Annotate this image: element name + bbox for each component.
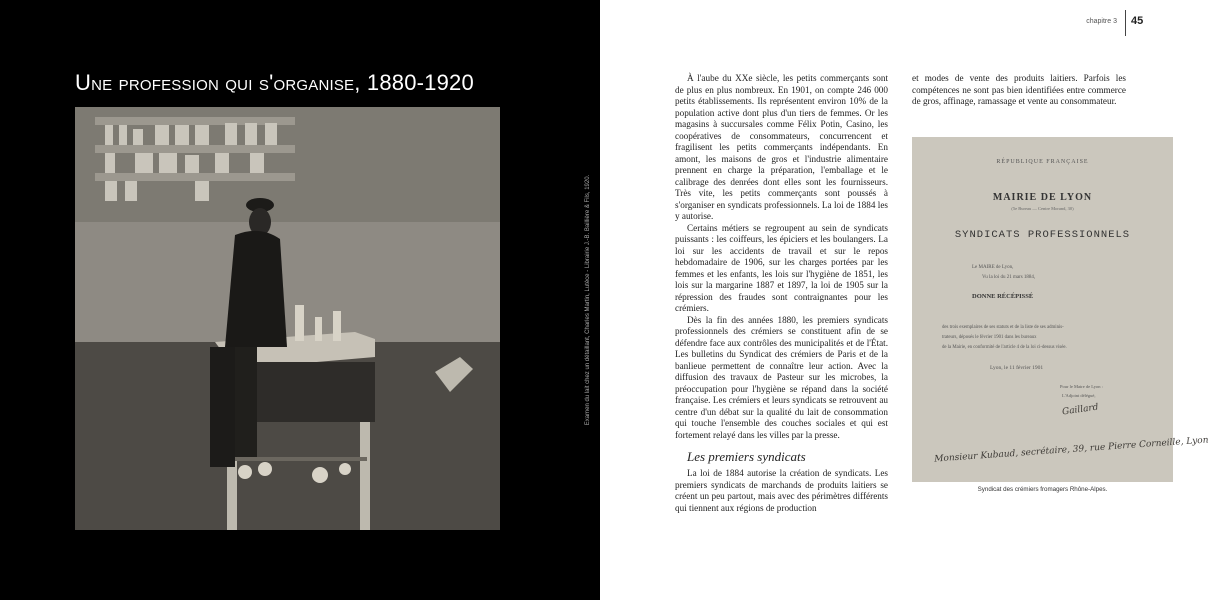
paragraph: Dès la fin des années 1880, les premiers syndicats professionnels des crémiers se constituent afin de se défendre face aux contrôles des municipalités et de l'État. Les bulletins du Syndicat des crémiers de Paris et de la banlieue permettent de connaître leur action. Avec la diffusion des travaux de Pasteur sur les microbes, la préoccupation pour l'hygiène se répand dans la société française. Les crémiers et leurs syndicats se retrouvent au centre d'un débat sur la qualité du lait de consommation qui touche l'ensemble des couches sociales et qui est fortement relayé dans les villes par la presse. [675,314,888,440]
doc-text-line: des trois exemplaires de ses statuts et de la liste de ses adminis- [942,325,1064,330]
chapter-label: chapitre 3 [1086,18,1117,25]
historical-photo [75,107,500,530]
doc-adjoint: L'Adjoint délégué, [1062,393,1096,398]
page-title: Une profession qui s'organise, 1880-1920 [75,70,474,95]
doc-syndicats-heading: SYNDICATS PROFESSIONNELS [954,229,1131,241]
doc-text-line: trateurs, déposés le février 1901 dans les bureaux [942,335,1037,340]
document-caption: Syndicat des crémiers fromagers Rhône-Alpes. [977,486,1108,493]
photo-caption: Examen du lait chez un détaillant, Charles Martin, Lutèce - Librairie J.-B. Baillière & Fils, 1920. [585,174,591,426]
doc-bureau: (5e Bureau — Centre Morand, 30) [1011,206,1074,211]
doc-mairie: MAIRIE DE LYON [992,192,1093,203]
doc-handwritten-address: Monsieur Kubaud, secrétaire, 39, rue Pierre Corneille, Lyon [933,435,1209,465]
doc-donne-recepisse: DONNE RÉCÉPISSÉ [972,293,1034,300]
paragraph: La loi de 1884 autorise la création de syndicats. Les premiers syndicats de marchands de produits laitiers se créent un peu partout, mais avec des périmètres différents qui tiennent aux régions de production [675,468,888,513]
photo-illustration [75,107,500,530]
doc-vu-la-loi: Vu la loi du 21 mars 1884, [982,275,1036,280]
header-divider [1125,10,1126,36]
doc-pour-le-maire: Pour le Maire de Lyon : [1060,384,1103,389]
paragraph: et modes de vente des produits laitiers. Parfois les compétences ne sont pas bien identifiées entre commerce de gros, affinage, ramassage et vente au consommateur. [912,73,1126,106]
doc-signature: Gaillard [1061,402,1100,418]
text-column-right [912,73,1126,108]
doc-le-maire: Le MAIRE de Lyon, [972,265,1014,270]
archival-document-image [912,137,1209,482]
doc-text-line: de la Mairie, en conformité de l'article 4 de la loi ci-dessus visée. [942,345,1067,350]
page-number: 45 [1131,15,1144,27]
paragraph: À l'aube du XXe siècle, les petits commerçants sont de plus en plus nombreux. En 1901, on compte 246 000 petits établissements. Ils représentent environ 10% de la population active dont plus d'un tiers de femmes. Or les magasins à succursales comme Félix Potin, Casino, les coopératives de consommateurs, concurrencent et fragilisent les petits commerçants indépendants. En amont, les maisons de gros et l'industrie alimentaire prennent en charge la préparation, l'emballage et le calibrage des denrées dont elles sont les fournisseurs. Très vite, les petits commerçants sont poussés à s'organiser en syndicats professionnels. La loi de 1884 les y autorise. [675,73,888,221]
doc-date: Lyon, le 11 février 1901 [990,365,1044,371]
doc-republique: RÉPUBLIQUE FRANÇAISE [996,159,1089,165]
text-column-left [675,73,888,514]
paragraph: Certains métiers se regroupent au sein de syndicats puissants : les coiffeurs, les épiciers et les boulangers. La loi sur les accidents de travail et sur le repos hebdomadaire de 1906, sur les charges portées par les femmes et les enfants, les lois sur l'hygiène de 1851, les lois sur la margarine 1887 et 1897, la loi de 1905 sur la répression des fraudes sont contraignantes pour les crémiers. [675,222,888,313]
left-page [0,0,600,600]
section-subheading: Les premiers syndicats [687,449,806,464]
